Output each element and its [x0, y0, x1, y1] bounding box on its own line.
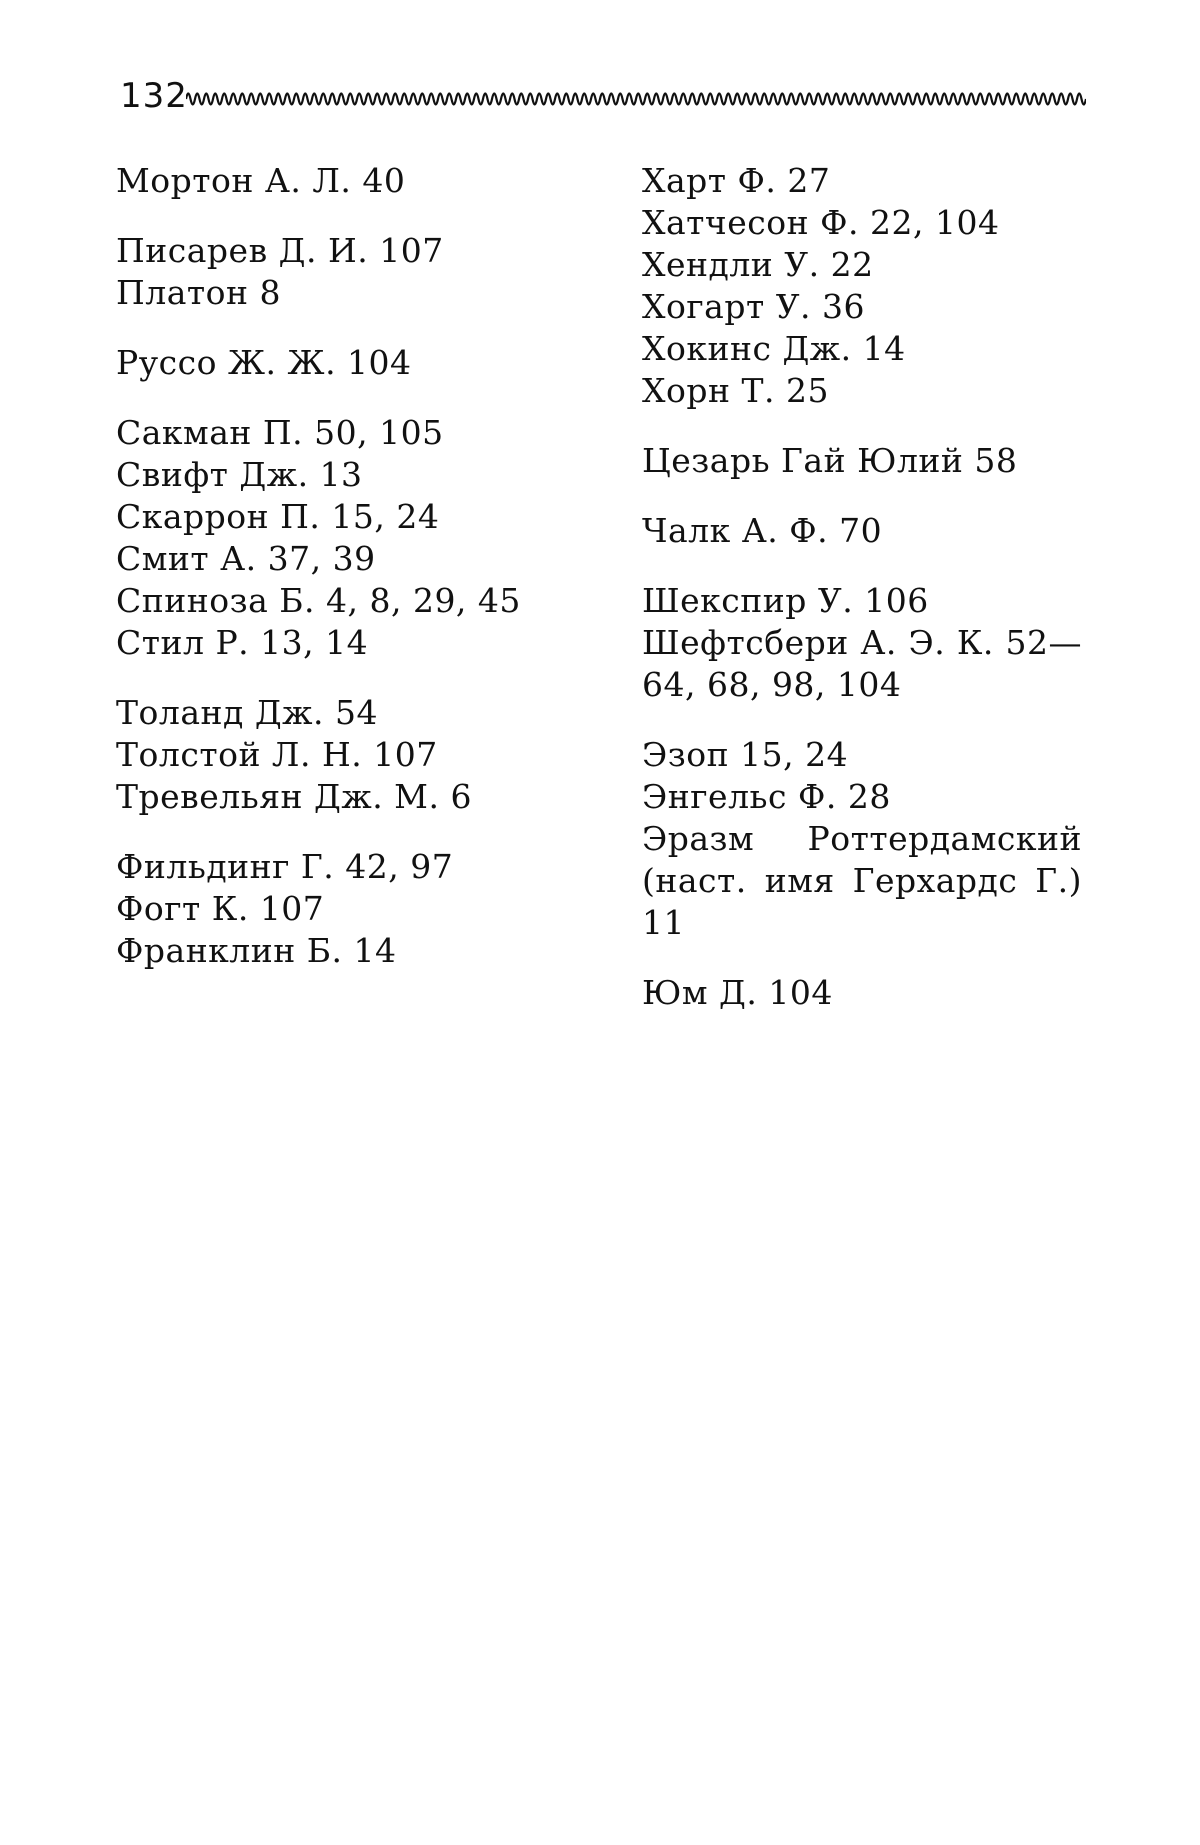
index-entry: Юм Д. 104 [642, 973, 833, 1012]
index-entry: Фогт К. 107 [116, 889, 325, 928]
index-entry: Мортон А. Л. 40 [116, 161, 406, 200]
page-header [120, 72, 1088, 122]
index-entry: Писарев Д. И. 107 [116, 231, 444, 270]
index-entry: Харт Ф. 27 [642, 161, 831, 200]
index-entry: Тревельян Дж. М. 6 [116, 777, 472, 816]
index-entry: Свифт Дж. 13 [116, 455, 363, 494]
index-entry: Спиноза Б. 4, 8, 29, 45 [116, 581, 521, 620]
index-entry: Хогарт У. 36 [642, 287, 866, 326]
index-group [642, 440, 1082, 482]
index-group [116, 846, 576, 972]
index-column-left [116, 160, 576, 1000]
index-entry: Сакман П. 50, 105 [116, 413, 444, 452]
index-entry: Хатчесон Ф. 22, 104 [642, 203, 1000, 242]
index-entry: Скаррон П. 15, 24 [116, 497, 440, 536]
index-entry: Фильдинг Г. 42, 97 [116, 847, 454, 886]
index-group [642, 972, 1082, 1014]
index-entry: Стил Р. 13, 14 [116, 623, 369, 662]
index-entry: Энгельс Ф. 28 [642, 777, 891, 816]
index-group [116, 412, 576, 664]
index-entry: Чалк А. Ф. 70 [642, 511, 883, 550]
index-group [642, 510, 1082, 552]
index-group [642, 160, 1082, 412]
index-group [116, 160, 576, 202]
index-group [116, 230, 576, 314]
index-entry: Хорн Т. 25 [642, 371, 829, 410]
index-entry: Платон 8 [116, 273, 282, 312]
index-entry: Толанд Дж. 54 [116, 693, 378, 732]
index-entry: Эразм Роттердамский (наст. имя Герхардс Г.) 11 [642, 819, 1082, 942]
index-entry: Толстой Л. Н. 107 [116, 735, 438, 774]
index-group [116, 692, 576, 818]
index-group [116, 342, 576, 384]
index-entry: Цезарь Гай Юлий 58 [642, 441, 1018, 480]
index-entry: Шефтсбери А. Э. К. 52—64, 68, 98, 104 [642, 623, 1082, 704]
page-number: 132 [120, 76, 188, 116]
index-entry: Хокинс Дж. 14 [642, 329, 906, 368]
index-entry: Шекспир У. 106 [642, 581, 929, 620]
index-group [642, 580, 1082, 706]
index-entry: Франклин Б. 14 [116, 931, 397, 970]
index-entry: Хендли У. 22 [642, 245, 874, 284]
index-group [642, 734, 1082, 944]
index-entry: Эзоп 15, 24 [642, 735, 849, 774]
index-entry: Смит А. 37, 39 [116, 539, 376, 578]
index-entry: Руссо Ж. Ж. 104 [116, 343, 412, 382]
index-column-right [642, 160, 1082, 1042]
wavy-rule-ornament [186, 84, 1086, 114]
